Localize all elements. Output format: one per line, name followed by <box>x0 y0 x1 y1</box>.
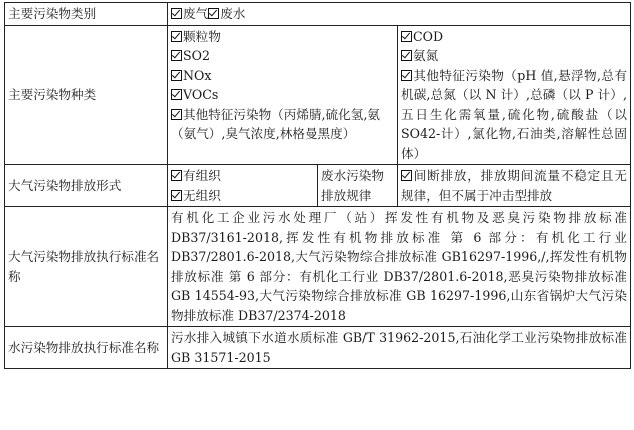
row-discharge-form <box>5 165 631 207</box>
water-item-other[interactable]: 其他特征污染物（pH 值,悬浮物,总有机碳,总氮（以 N 计）,总磷（以 P 计）,五日生化需氧量,硫化物,硫酸盐（以 SO42-计）,氯化物,石油类,溶解性总固体） <box>401 67 627 161</box>
air-item-other[interactable]: 其他特征污染物（丙烯腈,硫化氢,氨（氨气）,臭气浓度,林格曼黑度） <box>171 106 380 141</box>
water-item-ammonia[interactable]: 氨氮 <box>401 46 627 66</box>
pollutant-category-options <box>168 3 631 26</box>
row-pollutant-types <box>5 25 631 165</box>
discharge-form-options <box>168 165 318 207</box>
pollutant-info-table-container <box>4 2 630 369</box>
water-standard-value: 污水排入城镇下水道水质标准 GB/T 31962-2015,石油化学工业污染物排放标准 GB 31571-2015 <box>168 327 631 369</box>
discharge-form-label: 大气污染物排放形式 <box>5 165 168 207</box>
checked-box-icon <box>401 50 412 61</box>
checked-box-icon <box>208 8 219 19</box>
checked-box-icon <box>401 170 412 181</box>
checked-box-icon <box>171 50 182 61</box>
water-pollutant-list <box>398 25 631 165</box>
checked-box-icon <box>171 109 182 120</box>
checked-box-icon <box>171 89 182 100</box>
air-item-nox[interactable]: NOx <box>171 66 394 86</box>
water-discharge-rule-label-cell <box>318 165 398 207</box>
water-discharge-rule-value[interactable]: 间断排放，排放期间流量不稳定且无规律，但不属于冲击型排放 <box>398 165 631 207</box>
checked-box-icon <box>171 31 182 42</box>
air-item-so2[interactable]: SO2 <box>171 46 394 66</box>
water-discharge-rule-label: 废水污染物排放规律 <box>321 168 384 203</box>
checked-box-icon <box>171 190 182 201</box>
row-water-standard <box>5 327 631 369</box>
air-standard-label: 大气污染物排放执行标准名称 <box>5 207 168 327</box>
option-organized[interactable]: 有组织 <box>171 166 314 186</box>
option-waste-gas[interactable]: 废气 <box>171 6 208 21</box>
checked-box-icon <box>401 70 412 81</box>
water-standard-label: 水污染物排放执行标准名称 <box>5 327 168 369</box>
row-pollutant-category <box>5 3 631 26</box>
checked-box-icon <box>401 31 412 42</box>
option-waste-water[interactable]: 废水 <box>208 6 245 21</box>
air-pollutant-list <box>168 25 398 165</box>
pollutant-types-label: 主要污染物种类 <box>5 25 168 165</box>
air-standard-value: 有机化工企业污水处理厂（站）挥发性有机物及恶臭污染物排放标准 DB37/3161-2018,挥发性有机物排放标准 第 6 部分：有机化工行业 DB37/2801.6-2018,大气污染物综合排放标准 GB16297-1996,/,挥发性有机物排放标准 第 6 部分：有机化工行业 DB37/2801.6-2018,恶臭污染物排放标准 GB 14554-93,大气污染物综合排放标准 GB 16297-1996,山东省锅炉大气污染物排放标准 DB37/2374-2018 <box>168 207 631 327</box>
checked-box-icon <box>171 70 182 81</box>
option-unorganized[interactable]: 无组织 <box>171 186 314 206</box>
pollutant-category-label: 主要污染物类别 <box>5 3 168 26</box>
air-item-particulate[interactable]: 颗粒物 <box>171 27 394 47</box>
water-item-cod[interactable]: COD <box>401 27 627 47</box>
air-item-vocs[interactable]: VOCs <box>171 85 394 105</box>
checked-box-icon <box>171 8 182 19</box>
row-air-standard <box>5 207 631 327</box>
pollutant-info-table <box>4 2 631 369</box>
checked-box-icon <box>171 170 182 181</box>
